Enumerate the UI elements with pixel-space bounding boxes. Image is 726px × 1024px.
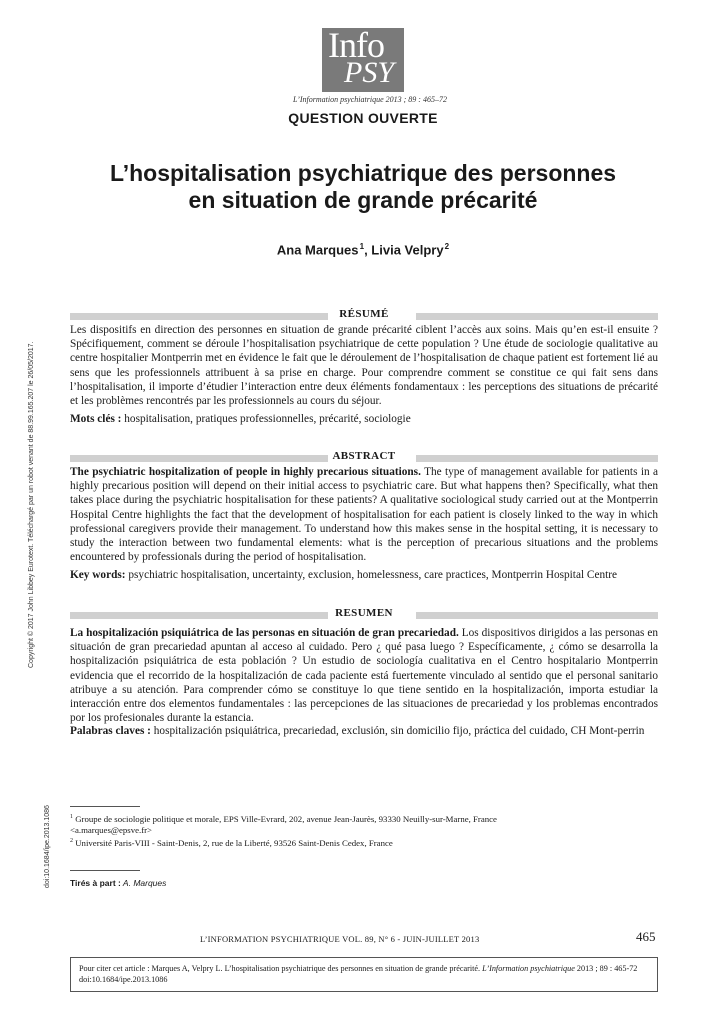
logo-text-psy: PSY	[344, 56, 395, 89]
rubric-heading: QUESTION OUVERTE	[288, 110, 438, 126]
title-line-1: L’hospitalisation psychiatrique des personnes	[109, 160, 617, 186]
footnote-1	[70, 812, 658, 837]
side-copyright-notice: Copyright © 2017 John Libbey Eurotext. Téléchargé par un robot venant de 88.99.165.207 le 26/05/2017.	[28, 341, 35, 668]
abstract-lead: The psychiatric hospitalization of people in highly precarious situations.	[70, 466, 421, 478]
abstract-body: The type of management available for patients in a highly precarious position will depend on their initial access to psychiatric care. But what happens then? Specifically, what then takes place during the psychiatric hospitalisation for these patients? A qualitative sociological study carried out at the Montperrin Hospital Centre highlights the fact that the development of hospitalisation for each patient is closely linked to the way in which professional caregivers provide their management. To understand how this makes sense in the hospital setting, it is necessary to study the interaction between two fundamental elements: what is the perception of precarious situations and the problems encountered by professionals during the period of hospitalisation.	[70, 466, 658, 564]
resumen-header	[70, 609, 658, 621]
abstract-keywords	[70, 568, 658, 582]
journal-reference: L’Information psychiatrique 2013 ; 89 : 465–72	[293, 95, 447, 104]
author-1: Ana Marques	[276, 242, 359, 258]
article-title	[60, 160, 666, 214]
abstract-header	[70, 452, 658, 464]
keywords-text: psychiatric hospitalisation, uncertainty, exclusion, homelessness, care practices, Montperrin Hospital Centre	[125, 569, 618, 581]
keywords-text: hospitalisation, pratiques professionnelles, précarité, sociologie	[121, 413, 411, 425]
title-line-2: en situation de grande précarité	[188, 187, 538, 213]
author-2: Livia Velpry	[371, 242, 444, 258]
citation-prefix: Pour citer cet article : Marques A, Velpry L. L’hospitalisation psychiatrique des personnes en situation de grande précarité.	[79, 964, 483, 973]
author-separator: ,	[364, 242, 372, 258]
author-2-affiliation: 2	[444, 242, 450, 251]
author-1-affiliation: 1	[359, 242, 365, 251]
footnote-2-marker: 2	[70, 838, 73, 844]
running-footer: L’INFORMATION PSYCHIATRIQUE VOL. 89, N° 6 - JUIN-JUILLET 2013	[200, 934, 480, 944]
citation-suffix: 2013 ; 89 : 465-72	[574, 964, 638, 973]
page-number: 465	[636, 929, 656, 944]
keywords-text: hospitalización psiquiátrica, precariedad, exclusión, sin domicilio fijo, práctica del cuidado, CH Mont-perrin	[150, 725, 645, 737]
footnote-1-marker: 1	[70, 814, 73, 820]
resume-keywords	[70, 412, 658, 426]
resume-text: Les dispositifs en direction des personnes en situation de grande précarité ciblent l’accès aux soins. Mais qu’en est-il ensuite ? Spécifiquement, comment se déroule l’hospitalisation psychiatrique de cette population ? Une étude de sociologie qualitative au centre hospitalier Montperrin met en évidence le fait que le déroulement de l’hospitalisation de chaque patient est fortement lié au sens que les professionnels attribuent à sa prise en charge. Pour comprendre comment se constitue ce qui fait sens dans l’hospitalisation, il importe d’étudier l’interaction entre deux éléments fondamentaux : les perceptions des situations de précarité et les problèmes rencontrés par les professionnels au cours du séjour.	[70, 324, 658, 408]
footnote-2-text: Université Paris-VIII - Saint-Denis, 2, rue de la Liberté, 93526 Saint-Denis Cedex, France	[73, 837, 393, 848]
side-doi: doi:10.1684/ipe.2013.1086	[44, 805, 51, 888]
reprint-label: Tirés à part :	[70, 878, 121, 888]
journal-logo	[322, 28, 404, 92]
citation-doi: doi:10.1684/ipe.2013.1086	[79, 975, 168, 984]
footnote-2	[70, 836, 658, 849]
resume-heading: RÉSUMÉ	[339, 308, 389, 320]
keywords-label: Palabras claves :	[70, 725, 151, 737]
resumen-body: Los dispositivos dirigidos a las personas en situación de gran precariedad apuntan al acceso al cuidado. Pero ¿ qué pasa luego ? Específicamente, ¿ cómo se desarrolla la hospitalización psiquiátrica de esta población ? Un estudio de sociología cualitativa en el Centro hospitalario Montperrin evidencia que el recorrido de la hospitalización de cada paciente está fuertemente vinculado al sentido que el personal sanitario atribuye a su atención. Para comprender cómo se constituye lo que tiene sentido en la hospitalización, importa estudiar la interacción entre dos elementos fundamentales : las percepciones de las situaciones de precariedad y los problemas encontrados por los profesionales durante la estancia.	[70, 627, 659, 725]
reprint-divider	[70, 870, 140, 871]
reprint-name: A. Marques	[120, 878, 167, 888]
citation-journal: L’Information psychiatrique	[482, 964, 575, 973]
resumen-heading: RESUMEN	[335, 607, 393, 619]
footnote-divider	[70, 806, 140, 807]
resumen-keywords	[70, 724, 658, 738]
citation-box	[70, 957, 658, 992]
footnote-1-email: <a.marques@epsve.fr>	[70, 825, 153, 836]
reprint-request	[70, 878, 166, 888]
resume-header	[70, 310, 658, 322]
footnote-1-text: Groupe de sociologie politique et morale, EPS Ville-Evrard, 202, avenue Jean-Jaurès, 93330 Neuilly-sur-Marne, France	[73, 813, 497, 824]
resumen-lead: La hospitalización psiquiátrica de las personas en situación de gran precariedad.	[70, 627, 459, 639]
author-list	[0, 242, 726, 257]
abstract-heading: ABSTRACT	[332, 450, 396, 462]
logo-text-info: Info	[328, 28, 384, 65]
keywords-label: Key words:	[70, 569, 126, 581]
keywords-label: Mots clés :	[70, 413, 122, 425]
abstract-text	[70, 465, 658, 564]
resumen-text	[70, 626, 658, 725]
